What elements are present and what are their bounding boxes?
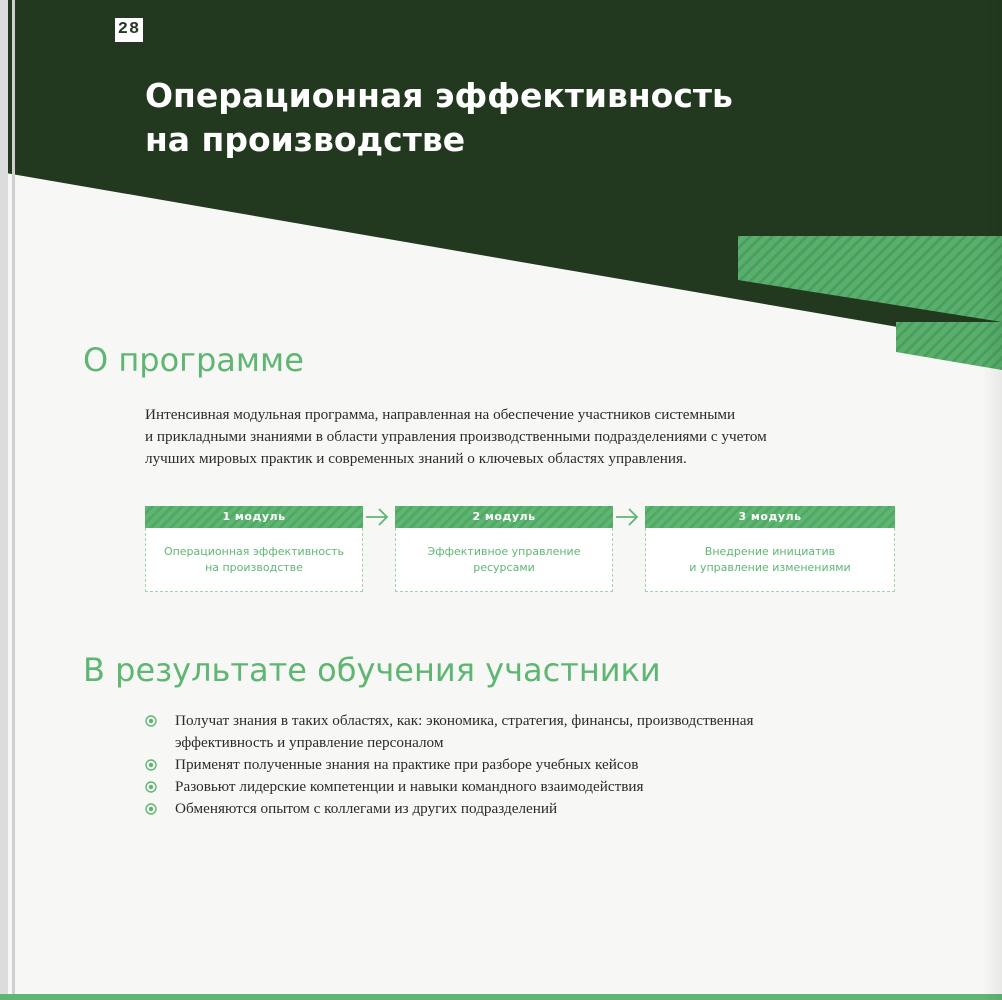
page-title-line-2: на производстве xyxy=(145,120,466,159)
results-list xyxy=(145,710,865,820)
arrow-right-icon xyxy=(365,506,391,528)
module-description xyxy=(145,528,363,592)
target-circle-icon xyxy=(145,759,157,771)
module-description-line: Операционная эффективность xyxy=(163,544,345,558)
list-item xyxy=(145,798,865,820)
about-heading: О программе xyxy=(83,341,304,379)
page-edge-shadow xyxy=(982,0,1002,1000)
list-item xyxy=(145,776,865,798)
page-number: 28 xyxy=(115,18,143,42)
results-heading: В результате обучения участники xyxy=(83,651,661,689)
module-description-line: Внедрение инициатив xyxy=(704,544,836,558)
module-card-3 xyxy=(645,506,895,592)
page-title-line-1: Операционная эффективность xyxy=(145,76,733,115)
page-title xyxy=(145,74,845,162)
module-label: 2 модуль xyxy=(395,506,613,528)
about-description xyxy=(145,404,875,470)
list-item xyxy=(145,710,865,754)
about-line-2: и прикладными знаниями в области управления производственными подразделениями с учетом xyxy=(145,428,767,445)
module-description xyxy=(395,528,613,592)
list-item-text: Применят полученные знания на практике при разборе учебных кейсов xyxy=(175,756,639,773)
about-line-3: лучших мировых практик и современных знаний о ключевых областях управления. xyxy=(145,450,687,467)
list-item xyxy=(145,754,865,776)
list-item-text: Обменяются опытом с коллегами из других подразделений xyxy=(175,800,558,817)
module-card-1 xyxy=(145,506,363,592)
list-item-text: Получат знания в таких областях, как: экономика, стратегия, финансы, производственная xyxy=(175,712,754,729)
target-circle-icon xyxy=(145,781,157,793)
target-circle-icon xyxy=(145,803,157,815)
list-item-text: Разовьют лидерские компетенции и навыки командного взаимодействия xyxy=(175,778,644,795)
module-card-2 xyxy=(395,506,613,592)
module-label: 3 модуль xyxy=(645,506,895,528)
module-description-line: Эффективное управление ресурсами xyxy=(427,544,581,574)
module-description xyxy=(645,528,895,592)
about-line-1: Интенсивная модульная программа, направленная на обеспечение участников системными xyxy=(145,406,736,423)
module-description-line: на производстве xyxy=(205,560,303,574)
module-label: 1 модуль xyxy=(145,506,363,528)
target-circle-icon xyxy=(145,715,157,727)
module-description-line: и управление изменениями xyxy=(689,560,851,574)
arrow-right-icon xyxy=(615,506,641,528)
list-item-text: эффективность и управление персоналом xyxy=(175,734,444,751)
